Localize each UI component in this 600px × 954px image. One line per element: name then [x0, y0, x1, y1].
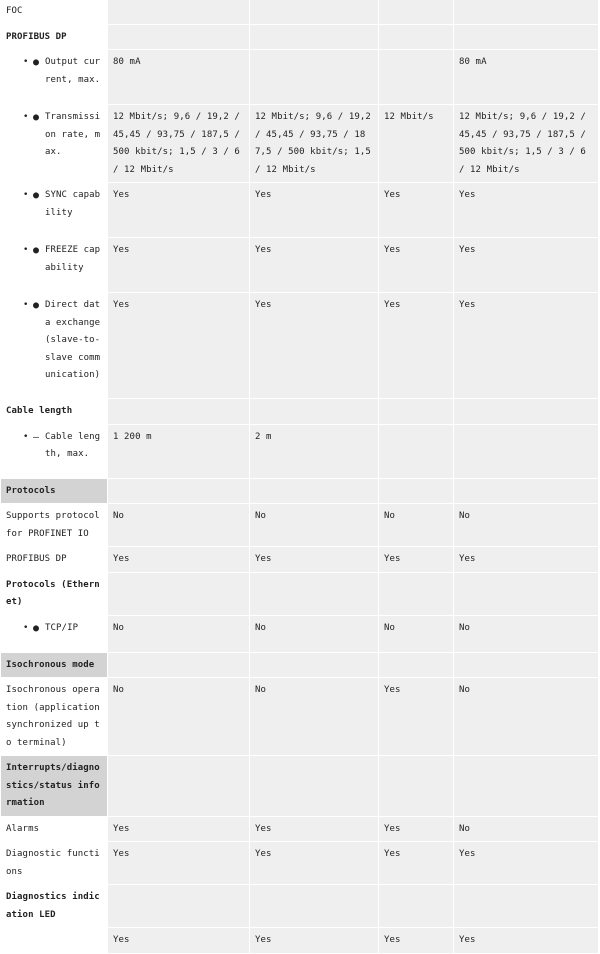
cell-value: Yes [108, 928, 250, 954]
cell-value: 12 Mbit/s; 9,6 / 19,2 / 45,45 / 93,75 / 187,5 / 500 kbit/s; 1,5 / 3 / 6 / 12 Mbit/s [454, 105, 599, 183]
cell-value: Yes [379, 293, 454, 399]
cell-value: Yes [379, 678, 454, 756]
cell-value [108, 652, 250, 678]
cell-value [379, 50, 454, 105]
row-label: Alarms [1, 816, 108, 842]
row-label-text: Transmission rate, max. [45, 112, 101, 157]
cell-value: Yes [108, 183, 250, 238]
cell-value: No [250, 678, 379, 756]
table-row [1, 0, 599, 24]
table-row [1, 478, 599, 504]
bullet-icon: • [23, 300, 29, 310]
cell-value: No [454, 678, 599, 756]
bullet-icon: • [23, 190, 29, 200]
cell-value [379, 756, 454, 817]
row-label: Supports protocol for PROFINET IO [1, 504, 108, 547]
table-row [1, 816, 599, 842]
cell-value: Yes [108, 816, 250, 842]
cell-value: 2 m [250, 424, 379, 478]
row-label [1, 238, 108, 293]
cell-value [379, 24, 454, 50]
row-label-text: FREEZE capability [45, 245, 101, 273]
row-label [1, 424, 108, 478]
row-label-text: Cable length, max. [45, 431, 101, 459]
cell-value: Yes [108, 547, 250, 573]
cell-value [454, 652, 599, 678]
cell-value [379, 424, 454, 478]
table-row [1, 842, 599, 885]
cell-value: Yes [454, 547, 599, 573]
cell-value [454, 756, 599, 817]
cell-value: Yes [108, 293, 250, 399]
cell-value: No [454, 615, 599, 652]
cell-value [379, 0, 454, 24]
cell-value [454, 0, 599, 24]
table-row [1, 504, 599, 547]
marker-icon: ● [33, 300, 40, 311]
marker-icon: — [33, 431, 40, 443]
marker-icon: ● [33, 245, 40, 256]
table-row [1, 238, 599, 293]
table-row [1, 293, 599, 399]
cell-value: Yes [250, 928, 379, 954]
cell-value [250, 885, 379, 928]
cell-value [108, 399, 250, 425]
row-label [1, 928, 108, 954]
table-row [1, 678, 599, 756]
cell-value [379, 572, 454, 615]
row-label-text: Direct data exchange (slave-to-slave communication) [45, 300, 101, 380]
marker-icon: ● [33, 112, 40, 123]
table-row [1, 652, 599, 678]
table-row [1, 24, 599, 50]
row-label [1, 293, 108, 399]
cell-value: Yes [250, 238, 379, 293]
cell-value: Yes [379, 547, 454, 573]
cell-value: 12 Mbit/s [379, 105, 454, 183]
cell-value [379, 652, 454, 678]
cell-value [108, 0, 250, 24]
cell-value: Yes [250, 293, 379, 399]
row-label [1, 183, 108, 238]
section-header: Diagnostics indication LED [1, 885, 108, 928]
cell-value [379, 885, 454, 928]
row-label: PROFIBUS DP [1, 547, 108, 573]
cell-value: 80 mA [454, 50, 599, 105]
cell-value: Yes [250, 816, 379, 842]
cell-value [379, 399, 454, 425]
cell-value [108, 756, 250, 817]
cell-value: 1 200 m [108, 424, 250, 478]
cell-value: Yes [250, 183, 379, 238]
cell-value [454, 24, 599, 50]
row-label: FOC [1, 0, 108, 24]
bullet-icon: • [23, 431, 29, 442]
table-row [1, 424, 599, 478]
cell-value: 80 mA [108, 50, 250, 105]
row-label-text: SYNC capability [45, 190, 101, 218]
cell-value: Yes [379, 238, 454, 293]
cell-value: No [379, 615, 454, 652]
section-header: Protocols [1, 478, 108, 504]
table-row [1, 928, 599, 954]
cell-value [454, 424, 599, 478]
cell-value: Yes [454, 183, 599, 238]
cell-value [379, 478, 454, 504]
section-header: Protocols (Ethernet) [1, 572, 108, 615]
table-row [1, 105, 599, 183]
row-label-text: Output current, max. [45, 57, 101, 85]
cell-value [250, 572, 379, 615]
cell-value [108, 24, 250, 50]
cell-value: Yes [250, 842, 379, 885]
cell-value: No [108, 615, 250, 652]
cell-value: Yes [379, 842, 454, 885]
cell-value: Yes [379, 928, 454, 954]
table-row [1, 615, 599, 652]
cell-value [454, 399, 599, 425]
cell-value: 12 Mbit/s; 9,6 / 19,2 / 45,45 / 93,75 / 187,5 / 500 kbit/s; 1,5 / 12 Mbit/s [250, 105, 379, 183]
cell-value: Yes [454, 238, 599, 293]
cell-value [250, 652, 379, 678]
cell-value: Yes [379, 816, 454, 842]
table-row [1, 50, 599, 105]
bullet-icon: • [23, 112, 29, 122]
cell-value [454, 885, 599, 928]
section-header: PROFIBUS DP [1, 24, 108, 50]
cell-value [108, 572, 250, 615]
row-label [1, 50, 108, 105]
marker-icon: ● [33, 190, 40, 201]
section-header: Interrupts/diagnostics/status information [1, 756, 108, 817]
table-row [1, 572, 599, 615]
cell-value: Yes [108, 842, 250, 885]
cell-value [454, 478, 599, 504]
row-label: Isochronous operation (application synchronized up to terminal) [1, 678, 108, 756]
cell-value [250, 50, 379, 105]
table-row [1, 547, 599, 573]
row-label: Diagnostic functions [1, 842, 108, 885]
cell-value: No [108, 678, 250, 756]
cell-value [250, 0, 379, 24]
marker-icon: ● [33, 622, 40, 634]
table-row [1, 885, 599, 928]
cell-value [250, 478, 379, 504]
bullet-icon: • [23, 57, 29, 67]
marker-icon: ● [33, 57, 40, 68]
cell-value: Yes [454, 293, 599, 399]
section-header: Isochronous mode [1, 652, 108, 678]
cell-value [250, 24, 379, 50]
row-label [1, 105, 108, 183]
cell-value: Yes [454, 842, 599, 885]
section-header: Cable length [1, 399, 108, 425]
row-label-text: TCP/IP [45, 622, 79, 633]
cell-value [250, 399, 379, 425]
cell-value [108, 478, 250, 504]
cell-value: No [379, 504, 454, 547]
table-row [1, 399, 599, 425]
cell-value: 12 Mbit/s; 9,6 / 19,2 / 45,45 / 93,75 / 187,5 / 500 kbit/s; 1,5 / 3 / 6 / 12 Mbit/s [108, 105, 250, 183]
cell-value [454, 572, 599, 615]
cell-value: Yes [250, 547, 379, 573]
cell-value: Yes [108, 238, 250, 293]
row-label [1, 615, 108, 652]
cell-value: Yes [454, 928, 599, 954]
table-row [1, 756, 599, 817]
cell-value: No [108, 504, 250, 547]
bullet-icon: • [23, 245, 29, 255]
cell-value: No [250, 615, 379, 652]
cell-value: No [250, 504, 379, 547]
bullet-icon: • [23, 622, 29, 633]
cell-value: No [454, 504, 599, 547]
cell-value: No [454, 816, 599, 842]
cell-value [250, 756, 379, 817]
table-row [1, 183, 599, 238]
cell-value: Yes [379, 183, 454, 238]
cell-value [108, 885, 250, 928]
